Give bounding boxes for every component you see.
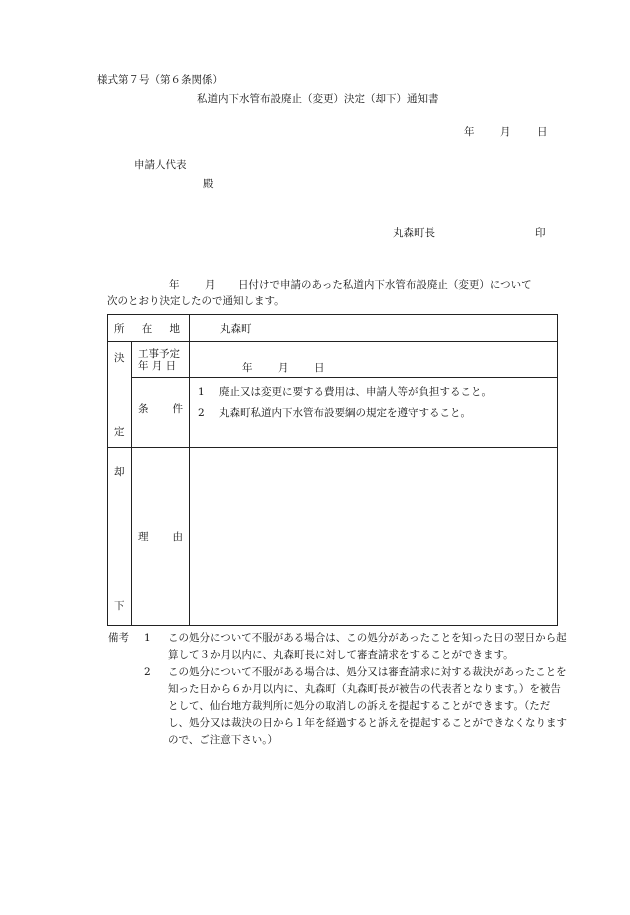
note-number: 1 (144, 632, 151, 644)
decision-label-top: 決 (114, 352, 125, 364)
schedule-row (108, 342, 558, 378)
location-label-char: 地 (169, 322, 180, 335)
location-label-char: 在 (141, 322, 153, 335)
location-label-char: 所 (114, 322, 125, 335)
condition-number: 1 (198, 386, 205, 398)
recipient-honorific: 殿 (203, 178, 214, 190)
decision-label-cell (108, 342, 132, 448)
schedule-label-cell (132, 342, 190, 378)
rejection-row (108, 448, 558, 626)
conditions-value-cell (190, 378, 558, 448)
date-year: 年 (464, 126, 475, 138)
condition-text: 廃止又は変更に要する費用は、申請人等が負担すること。 (219, 386, 492, 398)
location-value: 丸森町 (220, 322, 252, 335)
note-text: この処分について不服がある場合は、この処分があったことを知った日の翌日から起算して３か月以内に、丸森町長に対して審査請求をすることができます。 (168, 632, 567, 661)
conditions-label-char: 条 (138, 403, 149, 415)
location-value-cell (190, 315, 558, 342)
schedule-month: 月 (278, 362, 289, 374)
note-item (144, 664, 570, 749)
date-month: 月 (500, 126, 511, 138)
decision-label-bottom: 定 (114, 426, 125, 438)
condition-number: 2 (198, 407, 205, 419)
schedule-label-1: 工事予定 (138, 348, 180, 360)
issuer-seal: 印 (535, 227, 546, 239)
schedule-year: 年 (242, 362, 253, 374)
condition-item (198, 384, 492, 399)
reason-label-char: 理 (138, 531, 149, 543)
notes-section (110, 630, 570, 749)
reason-label-char: 由 (172, 531, 183, 543)
conditions-row (108, 378, 558, 448)
note-item (144, 630, 570, 664)
rejection-label-cell (108, 448, 132, 626)
conditions-label-cell (132, 378, 190, 448)
location-label-cell (108, 315, 190, 342)
schedule-label-2: 年 月 日 (138, 360, 177, 372)
decision-table (107, 314, 558, 626)
condition-item (198, 405, 471, 420)
body-line2: 次のとおり決定したので通知します。 (107, 295, 285, 307)
condition-text: 丸森町私道内下水管布設要綱の規定を遵守すること。 (219, 407, 471, 419)
location-row (108, 315, 558, 342)
conditions-label-char: 件 (172, 403, 183, 415)
notes-label: 備考 (108, 632, 129, 644)
body-line1: 日付けで申請のあった私道内下水管布設廃止（変更）について (238, 279, 532, 291)
recipient-label: 申請人代表 (134, 159, 187, 171)
date-day: 日 (537, 126, 548, 138)
document-title: 私道内下水管布設廃止（変更）決定（却下）通知書 (197, 93, 439, 105)
schedule-day: 日 (314, 362, 325, 374)
form-number: 様式第７号（第６条関係） (97, 74, 223, 86)
body-year: 年 (169, 279, 180, 291)
schedule-value-cell (190, 342, 558, 378)
body-month: 月 (205, 279, 216, 291)
reason-value-cell (190, 448, 558, 626)
issuer-name: 丸森町長 (393, 227, 435, 239)
rejection-label-bottom: 下 (114, 600, 125, 612)
rejection-label-top: 却 (114, 466, 125, 478)
note-number: 2 (144, 666, 151, 678)
note-text: この処分について不服がある場合は、処分又は審査請求に対する裁決があったことを知った日から６か月以内に、丸森町（丸森町長が被告の代表者となります。）を被告として、仙台地方裁判所に処分の取消しの訴えを提起することができます。（ただし、処分又は裁決の日から１年を経過すると訴えを提起することができなくなりますので、ご注意下さい。） (168, 666, 567, 746)
reason-label-cell (132, 448, 190, 626)
